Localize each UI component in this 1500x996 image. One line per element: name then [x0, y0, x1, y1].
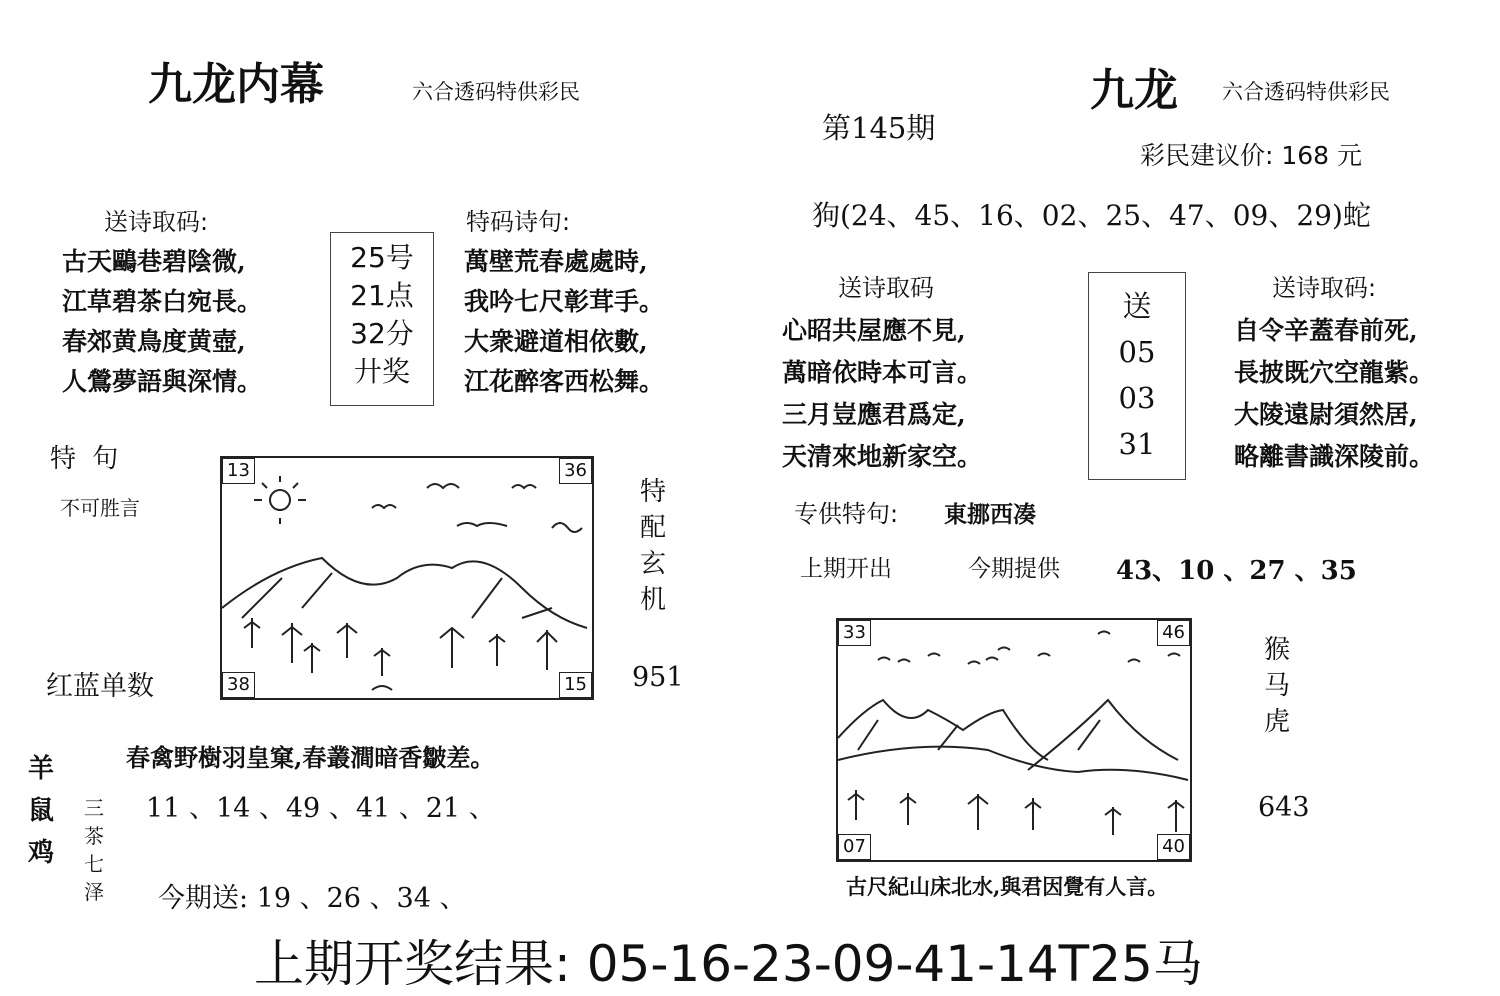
right-subtitle: 六合透码特供彩民: [1222, 80, 1390, 104]
left-poem1: [62, 242, 262, 402]
vertical-char: 猴: [1264, 635, 1291, 665]
left-zodiac-vertical: [28, 748, 54, 874]
right-caption: 古尺紀山床北水,與君因覺有人言。: [846, 874, 1169, 899]
left-landscape-picture: [220, 456, 594, 700]
box-line: 31: [1118, 427, 1156, 461]
left-time-box: [330, 232, 434, 406]
price: 彩民建议价: 168 元: [1140, 141, 1363, 170]
left-special-label: 特 句: [50, 444, 123, 474]
right-landscape-picture: [836, 618, 1192, 862]
left-today-send: 今期送: 19 、26 、34 、: [158, 883, 467, 914]
vertical-char: 泽: [84, 880, 104, 904]
box-line: 32分: [350, 317, 414, 350]
left-red-blue-label: 红蓝单数: [46, 671, 154, 702]
right-send-box: [1088, 272, 1186, 480]
box-line: 05: [1118, 335, 1156, 369]
poem-line: 古天鷗巷碧陰微,: [62, 247, 246, 276]
landscape-drawing: [222, 458, 592, 698]
pic-corner-top-right: 36: [559, 458, 592, 484]
right-poem1: [782, 310, 982, 478]
left-poem-line: 春禽野樹羽皇窠,春叢澗暗香皺差。: [126, 743, 495, 772]
poem-line: 大衆避道相依數,: [464, 327, 648, 356]
right-poem2-header: 送诗取码:: [1272, 274, 1377, 302]
left-small-vertical: [84, 794, 104, 906]
box-line: 送: [1122, 289, 1152, 323]
vertical-char: 鸡: [28, 838, 55, 868]
left-poem2: [464, 242, 664, 402]
poem-line: 春郊黄鳥度黄壺,: [62, 327, 246, 356]
poem-line: 三月豈應君爲定,: [782, 400, 966, 429]
poem-line: 萬壁荒春處處時,: [464, 247, 648, 276]
vertical-char: 特: [640, 477, 667, 507]
box-line: 03: [1118, 381, 1156, 415]
right-special-text: 東挪西凑: [944, 501, 1036, 528]
poem-line: 自令辛蓋春前死,: [1234, 316, 1418, 345]
poem-line: 人鶯夢語與深情。: [62, 367, 263, 396]
vertical-char: 鼠: [28, 796, 55, 826]
pic-corner-bottom-right: 15: [559, 672, 592, 698]
pic-corner-bottom-left: 38: [222, 672, 255, 698]
vertical-char: 茶: [84, 824, 104, 848]
left-special-text: 不可胜言: [60, 496, 140, 520]
poem-line: 天清來地新家空。: [782, 442, 983, 471]
pic-corner-top-left: 33: [838, 620, 871, 646]
left-title: 九龙内幕: [148, 59, 324, 110]
poem-line: 我吟七尺彰茸手。: [464, 287, 665, 316]
left-poem1-header: 送诗取码:: [104, 208, 209, 236]
last-period-label: 上期开出: [800, 556, 892, 582]
left-side-number: 951: [632, 662, 684, 693]
poem-line: 長披既穴空龍紫。: [1234, 358, 1435, 387]
right-side-number: 643: [1258, 792, 1310, 823]
issue-number: 第145期: [822, 111, 936, 145]
left-numbers-line: 11 、14 、49 、41 、21 、: [146, 793, 496, 824]
poem-line: 心昭共屋應不見,: [782, 316, 966, 345]
right-poem1-header: 送诗取码: [838, 274, 934, 302]
vertical-char: 机: [640, 585, 667, 615]
dog-line: 狗(24、45、16、02、25、47、09、29)蛇: [812, 199, 1371, 232]
pic-corner-top-left: 13: [222, 458, 255, 484]
right-side-vertical: [1264, 632, 1290, 740]
poem-line: 大陵遠尉須然居,: [1234, 400, 1418, 429]
poem-line: 江花醉客西松舞。: [464, 367, 665, 396]
landscape-drawing: [838, 620, 1190, 860]
left-side-vertical: [640, 474, 666, 618]
pic-corner-bottom-right: 40: [1157, 834, 1190, 860]
this-period-label: 今期提供: [968, 556, 1060, 582]
vertical-char: 三: [84, 796, 104, 820]
pic-corner-top-right: 46: [1157, 620, 1190, 646]
last-result: 上期开奖结果: 05-16-23-09-41-14T25马: [254, 935, 1203, 993]
poem-line: 萬暗依時本可言。: [782, 358, 983, 387]
vertical-char: 玄: [640, 549, 667, 579]
vertical-char: 七: [84, 852, 104, 876]
vertical-char: 马: [1264, 671, 1291, 701]
right-title: 九龙: [1090, 65, 1178, 116]
box-line: 21点: [350, 279, 414, 312]
left-subtitle: 六合透码特供彩民: [412, 80, 580, 104]
right-special-label: 专供特句:: [794, 500, 899, 528]
poem-line: 略離書識深陵前。: [1234, 442, 1435, 471]
vertical-char: 羊: [28, 754, 55, 784]
this-period-numbers: 43、10 、27 、35: [1116, 556, 1357, 586]
box-line: 廾奖: [353, 355, 410, 388]
box-line: 25号: [350, 241, 414, 274]
left-poem2-header: 特码诗句:: [466, 208, 571, 236]
vertical-char: 虎: [1264, 707, 1291, 737]
vertical-char: 配: [640, 513, 667, 543]
poem-line: 江草碧茶白宛長。: [62, 287, 263, 316]
right-poem2: [1234, 310, 1434, 478]
pic-corner-bottom-left: 07: [838, 834, 871, 860]
